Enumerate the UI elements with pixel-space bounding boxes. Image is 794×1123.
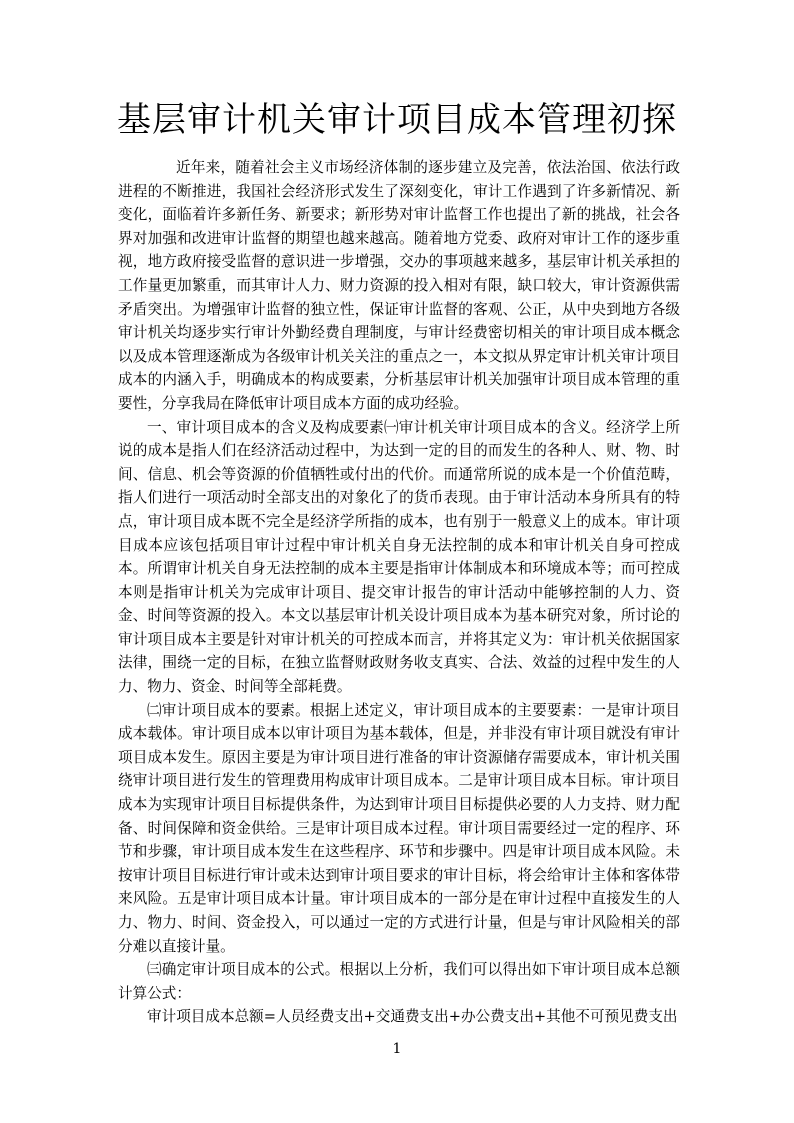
page-number: 1 (392, 1041, 402, 1057)
paragraph-cost-elements: ㈡审计项目成本的要素。根据上述定义，审计项目成本的主要要素：一是审计项目成本载体。审计项目成本以审计项目为基本载体，但是，并非没有审计项目就没有审计项目成本发生。原因主要是为审计项目进行准备的审计资源储存需要成本，审计机关围绕审计项目进行发生的管理费用构成审计项目成本。二是审计项目成本目标。审计项目成本为实现审计项目目标提供条件，为达到审计项目目标提供必要的人力支持、财力配备、时间保障和资金供给。三是审计项目成本过程。审计项目需要经过一定的程序、环节和步骤，审计项目成本发生在这些程序、环节和步骤中。四是审计项目成本风险。未按审计项目目标进行审计或未达到审计项目要求的审计目标，将会给审计主体和客体带来风险。五是审计项目成本计量。审计项目成本的一部分是在审计过程中直接发生的人力、物力、时间、资金投入，可以通过一定的方式进行计量，但是与审计风险相关的部分难以直接计量。 (118, 701, 680, 955)
paragraph-intro: 近年来，随着社会主义市场经济体制的逐步建立及完善，依法治国、依法行政进程的不断推进，我国社会经济形式发生了深刻变化，审计工作遇到了许多新情况、新变化，面临着许多新任务、新要求；新形势对审计监督工作也提出了新的挑战，社会各界对加强和改进审计监督的期望也越来越高。随着地方党委、政府对审计工作的逐步重视，地方政府接受监督的意识进一步增强，交办的事项越来越多，基层审计机关承担的工作量更加繁重，而其审计人力、财力资源的投入相对有限，缺口较大，审计资源供需矛盾突出。为增强审计监督的独立性，保证审计监督的客观、公正，从中央到地方各级审计机关均逐步实行审计外勤经费自理制度，与审计经费密切相关的审计项目成本概念以及成本管理逐渐成为各级审计机关关注的重点之一，本文拟从界定审计机关审计项目成本的内涵入手，明确成本的构成要素，分析基层审计机关加强审计项目成本管理的重要性，分享我局在降低审计项目成本方面的成功经验。 (118, 159, 680, 412)
paragraph-cost-definition: 一、审计项目成本的含义及构成要素㈠审计机关审计项目成本的含义。经济学上所说的成本是指人们在经济活动过程中，为达到一定的目的而发生的各种人、财、物、时间、信息、机会等资源的价值牺牲或付出的代价。而通常所说的成本是一个价值范畴，指人们进行一项活动时全部支出的对象化了的货币表现。由于审计活动本身所具有的特点，审计项目成本既不完全是经济学所指的成本，也有别于一般意义上的成本。审计项目成本应该包括项目审计过程中审计机关自身无法控制的成本和审计机关自身可控成本。所谓审计机关自身无法控制的成本主要是指审计体制成本和环境成本等；而可控成本则是指审计机关为完成审计项目、提交审计报告的审计活动中能够控制的人力、资金、时间等资源的投入。本文以基层审计机关设计项目成本为基本研究对象，所讨论的审计项目成本主要是针对审计机关的可控成本而言，并将其定义为：审计机关依据国家法律，围绕一定的目标，在独立监督财政财务收支真实、合法、效益的过程中发生的人力、物力、资金、时间等全部耗费。 (118, 418, 680, 696)
document-body (118, 156, 680, 1029)
paragraph-cost-formula-intro: ㈢确定审计项目成本的公式。根据以上分析，我们可以得出如下审计项目成本总额计算公式： (118, 961, 680, 1002)
paragraph-cost-formula: 审计项目成本总额=人员经费支出+交通费支出+办公费支出+其他不可预见费支出 (147, 1008, 678, 1026)
document-title: 基层审计机关审计项目成本管理初探 (117, 100, 677, 140)
